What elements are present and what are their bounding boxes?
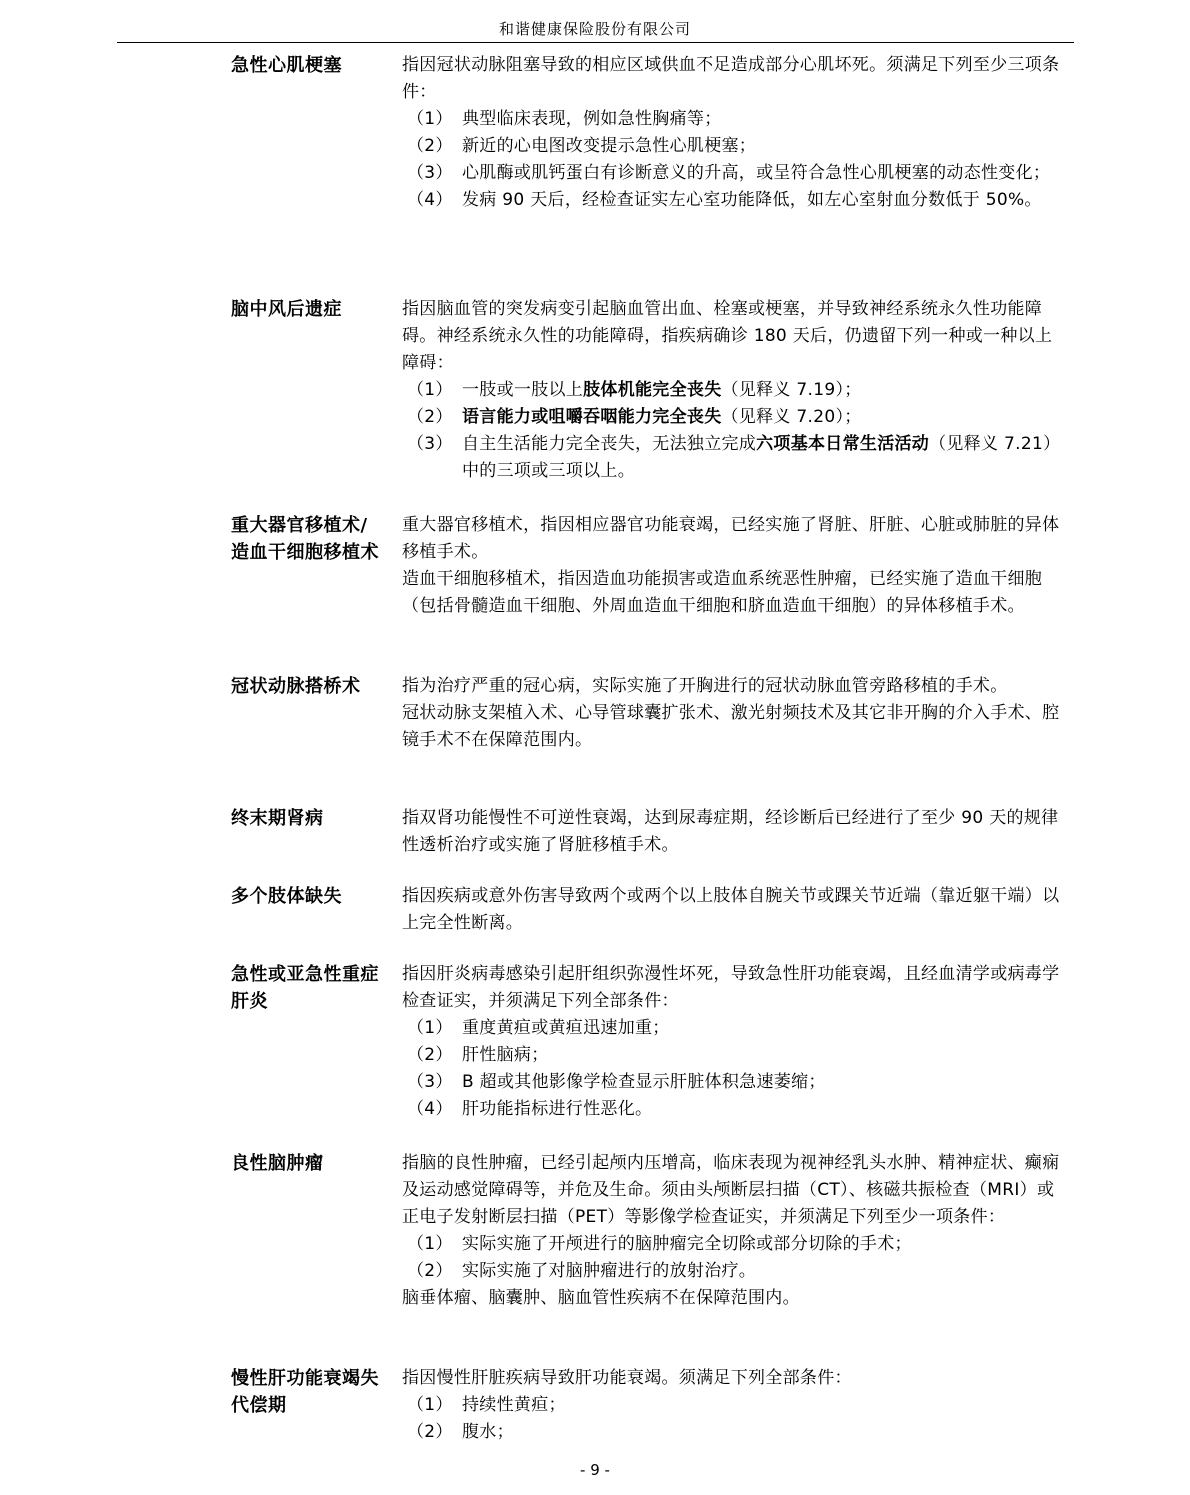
item-emphasis: 语言能力或咀嚼吞咽能力完全丧失 bbox=[462, 407, 722, 427]
item-reference: （见释义 7.19）； bbox=[721, 380, 862, 400]
definition-multiple-limb-loss bbox=[402, 883, 1068, 937]
definition-end-stage-renal-disease bbox=[402, 805, 1068, 859]
condition-item bbox=[402, 1042, 1068, 1069]
item-number: （1） bbox=[407, 1234, 453, 1254]
item-number: （2） bbox=[407, 136, 453, 156]
definition-exclusion: 脑垂体瘤、脑囊肿、脑血管性疾病不在保障范围内。 bbox=[402, 1288, 800, 1308]
item-reference: （见释义 7.21）中的三项或三项以上。 bbox=[462, 434, 1061, 481]
item-number: （2） bbox=[407, 1422, 453, 1442]
definition-intro: 指脑的良性肿瘤，已经引起颅内压增高，临床表现为视神经乳头水肿、精神症状、癫痫及运动感觉障碍等，并危及生命。须由头颅断层扫描（CT）、核磁共振检查（MRI）或正电子发射断层扫描（PET）等影像学检查证实，并须满足下列至少一项条件： bbox=[402, 1153, 1060, 1227]
item-reference: （见释义 7.20）； bbox=[721, 407, 862, 427]
definition-intro: 指因冠状动脉阻塞导致的相应区域供血不足造成部分心肌坏死。须满足下列至少三项条件： bbox=[402, 55, 1060, 102]
item-text: 肝性脑病； bbox=[462, 1045, 549, 1065]
definition-intro: 指因慢性肝脏疾病导致肝功能衰竭。须满足下列全部条件： bbox=[402, 1368, 852, 1388]
definition-paragraph: 指为治疗严重的冠心病，实际实施了开胸进行的冠状动脉血管旁路移植的手术。 bbox=[402, 676, 1008, 696]
item-emphasis: 肢体机能完全丧失 bbox=[583, 380, 722, 400]
item-number: （2） bbox=[407, 1045, 453, 1065]
definition-intro: 指因脑血管的突发病变引起脑血管出血、栓塞或梗塞，并导致神经系统永久性功能障碍。神经系统永久性的功能障碍，指疾病确诊 180 天后，仍遗留下列一种或一种以上障碍： bbox=[402, 299, 1053, 373]
condition-item bbox=[402, 187, 1068, 214]
term-acute-myocardial-infarction: 急性心肌梗塞 bbox=[231, 55, 342, 76]
item-number: （4） bbox=[407, 190, 453, 210]
condition-item bbox=[402, 1015, 1068, 1042]
condition-item bbox=[402, 133, 1068, 160]
definition-chronic-liver-failure bbox=[402, 1365, 1068, 1446]
term-multiple-limb-loss: 多个肢体缺失 bbox=[231, 886, 342, 907]
term-end-stage-renal-disease: 终末期肾病 bbox=[231, 808, 324, 829]
item-number: （3） bbox=[407, 163, 453, 183]
item-text: 心肌酶或肌钙蛋白有诊断意义的升高，或呈符合急性心肌梗塞的动态性变化； bbox=[462, 163, 1051, 183]
term-benign-brain-tumor: 良性脑肿瘤 bbox=[231, 1153, 324, 1174]
item-number: （1） bbox=[407, 380, 453, 400]
item-text: 实际实施了开颅进行的脑肿瘤完全切除或部分切除的手术； bbox=[462, 1234, 912, 1254]
page-number: - 9 - bbox=[580, 1461, 610, 1479]
definition-coronary-bypass bbox=[402, 673, 1068, 754]
item-number: （2） bbox=[407, 407, 453, 427]
header-divider bbox=[117, 42, 1074, 43]
item-text: 肝功能指标进行性恶化。 bbox=[462, 1099, 653, 1119]
condition-item bbox=[402, 1069, 1068, 1096]
definition-paragraph: 指因疾病或意外伤害导致两个或两个以上肢体自腕关节或踝关节近端（靠近躯干端）以上完全性断离。 bbox=[402, 886, 1060, 933]
definition-paragraph: 造血干细胞移植术，指因造血功能损害或造血系统恶性肿瘤，已经实施了造血干细胞（包括骨髓造血干细胞、外周血造血干细胞和脐血造血干细胞）的异体移植手术。 bbox=[402, 569, 1043, 616]
item-number: （1） bbox=[407, 1395, 453, 1415]
condition-item bbox=[402, 106, 1068, 133]
page-header: 和谐健康保险股份有限公司 bbox=[498, 20, 691, 38]
item-text: 腹水； bbox=[462, 1422, 514, 1442]
condition-item bbox=[402, 160, 1068, 187]
item-text: 发病 90 天后，经检查证实左心室功能降低，如左心室射血分数低于 50%。 bbox=[462, 190, 1042, 210]
item-text: 新近的心电图改变提示急性心肌梗塞； bbox=[462, 136, 757, 156]
condition-item bbox=[402, 1096, 1068, 1123]
item-text: 重度黄疸或黄疸迅速加重； bbox=[462, 1018, 670, 1038]
definition-paragraph: 指双肾功能慢性不可逆性衰竭，达到尿毒症期，经诊断后已经进行了至少 90 天的规律性透析治疗或实施了肾脏移植手术。 bbox=[402, 808, 1059, 855]
item-text: 持续性黄疸； bbox=[462, 1395, 566, 1415]
definition-acute-myocardial-infarction bbox=[402, 52, 1068, 214]
item-text: 自主生活能力完全丧失，无法独立完成 bbox=[462, 434, 757, 454]
term-severe-hepatitis: 急性或亚急性重症肝炎 bbox=[231, 964, 379, 1012]
condition-item bbox=[402, 377, 1068, 404]
definition-organ-transplant bbox=[402, 512, 1068, 620]
item-text: 一肢或一肢以上 bbox=[462, 380, 584, 400]
term-stroke-sequelae: 脑中风后遗症 bbox=[231, 299, 342, 320]
condition-item bbox=[402, 1419, 1068, 1446]
definition-benign-brain-tumor bbox=[402, 1150, 1068, 1312]
item-text: B 超或其他影像学检查显示肝脏体积急速萎缩； bbox=[462, 1072, 826, 1092]
item-text: 典型临床表现，例如急性胸痛等； bbox=[462, 109, 722, 129]
definition-severe-hepatitis bbox=[402, 961, 1068, 1123]
item-number: （4） bbox=[407, 1099, 453, 1119]
term-coronary-bypass: 冠状动脉搭桥术 bbox=[231, 676, 361, 697]
item-text: 实际实施了对脑肿瘤进行的放射治疗。 bbox=[462, 1261, 757, 1281]
item-emphasis: 六项基本日常生活活动 bbox=[756, 434, 930, 454]
item-number: （2） bbox=[407, 1261, 453, 1281]
item-number: （1） bbox=[407, 1018, 453, 1038]
term-chronic-liver-failure: 慢性肝功能衰竭失代偿期 bbox=[231, 1368, 379, 1416]
definition-intro: 指因肝炎病毒感染引起肝组织弥漫性坏死，导致急性肝功能衰竭，且经血清学或病毒学检查证实，并须满足下列全部条件： bbox=[402, 964, 1060, 1011]
condition-item bbox=[402, 1231, 1068, 1258]
definition-paragraph: 重大器官移植术，指因相应器官功能衰竭，已经实施了肾脏、肝脏、心脏或肺脏的异体移植手术。 bbox=[402, 515, 1060, 562]
item-number: （3） bbox=[407, 1072, 453, 1092]
condition-item bbox=[402, 431, 1068, 485]
item-number: （1） bbox=[407, 109, 453, 129]
condition-item bbox=[402, 1392, 1068, 1419]
condition-item bbox=[402, 1258, 1068, 1285]
term-organ-transplant: 重大器官移植术/造血干细胞移植术 bbox=[231, 515, 379, 563]
item-number: （3） bbox=[407, 434, 453, 454]
definition-stroke-sequelae bbox=[402, 296, 1068, 485]
definition-paragraph: 冠状动脉支架植入术、心导管球囊扩张术、激光射频技术及其它非开胸的介入手术、腔镜手术不在保障范围内。 bbox=[402, 703, 1060, 750]
condition-item bbox=[402, 404, 1068, 431]
